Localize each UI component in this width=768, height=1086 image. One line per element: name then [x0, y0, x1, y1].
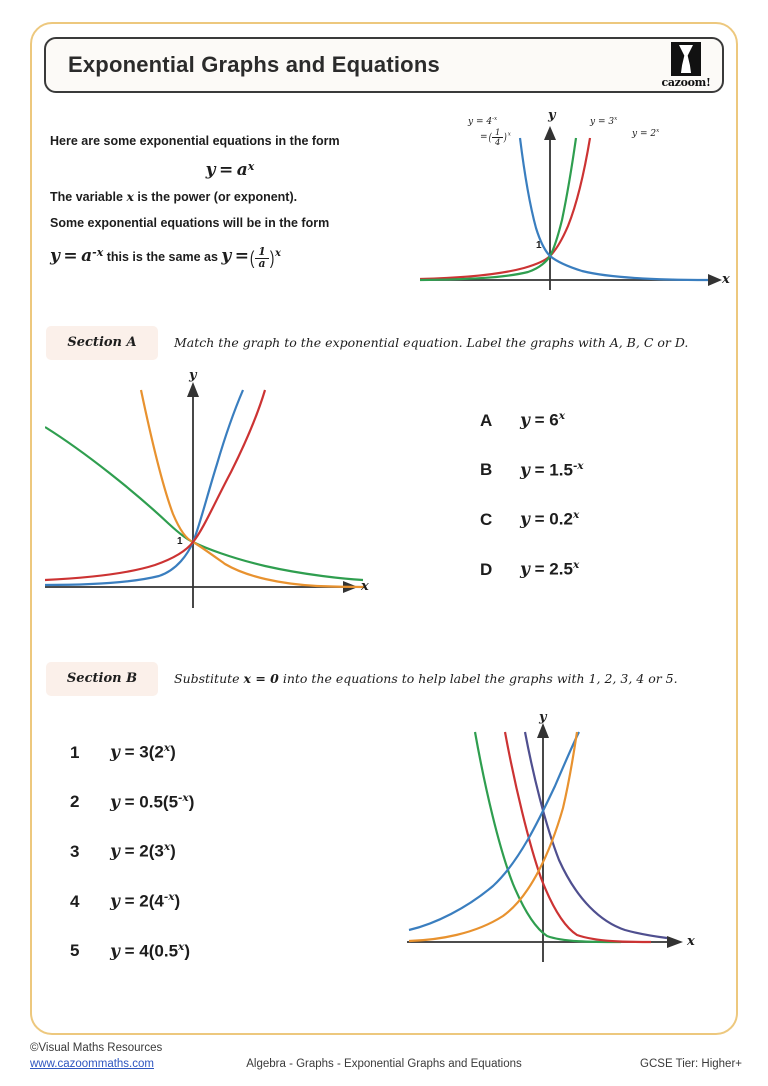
eq-5-close-paren: )	[184, 941, 190, 961]
equation-key-5: 5	[70, 941, 80, 961]
intro-eq1-equals: =	[219, 160, 234, 181]
equation-item-3[interactable]	[70, 841, 194, 862]
eq-d-equals: =	[534, 559, 545, 579]
eq-4-equals: =	[124, 891, 135, 911]
section-b-instruction-var: x = 0	[243, 671, 279, 686]
curve-gentle-decay-green	[45, 427, 363, 580]
eq-a-y: y	[520, 410, 530, 431]
eq-c-equals: =	[534, 509, 545, 529]
equation-body-a	[520, 410, 565, 431]
curve-gentle-decay-purple	[525, 732, 667, 938]
eq-4-exponent: -x	[163, 890, 175, 903]
equation-body-2	[110, 792, 194, 813]
x-axis-label: x	[361, 579, 369, 594]
intro-fraction	[255, 244, 268, 270]
eq-2-exponent: -x	[178, 791, 189, 804]
equation-body-d	[520, 559, 579, 580]
eq-2-y: y	[110, 792, 120, 813]
eq-1-y: y	[110, 742, 120, 763]
x-axis-arrow-icon	[667, 936, 683, 948]
curve-steep-decay-green	[475, 732, 621, 942]
curve-label-2-x	[632, 128, 659, 139]
equation-item-4[interactable]	[70, 891, 194, 912]
intro-fraction-denominator: a	[258, 256, 266, 270]
eq-5-coefficient: 4(0.5	[139, 941, 179, 961]
x-axis-label: x	[722, 272, 730, 287]
equation-body-c	[520, 509, 579, 530]
footer-copyright: ©Visual Maths Resources	[30, 1042, 163, 1054]
section-a-pill	[46, 326, 158, 360]
section-b-graph-svg	[395, 708, 715, 966]
eq-1-close-paren: )	[170, 742, 176, 762]
eq-1-equals: =	[124, 742, 135, 762]
cazoom-vase-logo-icon	[671, 42, 701, 76]
equation-body-3	[110, 841, 176, 862]
curve-label-3-x	[590, 116, 617, 127]
curve-label-fraction-exp: x	[507, 131, 511, 138]
intro-eq1-base: a	[236, 160, 248, 181]
curve-label-fraction-den: 4	[494, 136, 501, 147]
intro-line-1: Here are some exponential equations in the form	[50, 134, 340, 148]
equation-key-d: D	[480, 559, 493, 579]
equation-item-d[interactable]	[480, 559, 584, 580]
curve-label-paren-right: )	[503, 130, 508, 144]
curve-label-fraction-num: 1	[492, 128, 503, 138]
curve-label-4-neg-x-exp: -x	[492, 116, 498, 122]
intro-line2-var: x	[126, 189, 134, 205]
intro-graph-svg	[420, 108, 730, 298]
equation-key-4: 4	[70, 891, 80, 911]
equation-body-b	[520, 460, 584, 481]
intro-eq2-base: a	[81, 246, 93, 267]
eq-d-base: 2.5	[549, 559, 573, 579]
eq-a-exponent: x	[558, 410, 566, 422]
equation-body-4	[110, 891, 180, 912]
equation-item-5[interactable]	[70, 941, 194, 962]
eq-d-y: y	[520, 559, 530, 580]
eq-a-base: 6	[549, 410, 559, 430]
intro-line2-pre: The variable	[50, 190, 123, 205]
eq-d-exponent: x	[572, 558, 580, 571]
x-axis-arrow-icon	[708, 274, 722, 286]
eq-3-equals: =	[124, 841, 135, 861]
equation-key-1: 1	[70, 742, 80, 762]
equation-key-c: C	[480, 509, 493, 529]
section-a-graph	[45, 368, 390, 612]
eq-1-coefficient: 3(2	[139, 742, 164, 762]
intro-exponential-graph	[420, 108, 730, 298]
intro-block	[50, 128, 410, 271]
eq-4-y: y	[110, 891, 120, 912]
eq-4-close-paren: )	[174, 891, 181, 911]
eq-5-y: y	[110, 941, 120, 962]
curve-label-3-x-base: y = 3	[590, 117, 615, 127]
eq-b-base: 1.5	[549, 460, 573, 480]
y-axis-label: y	[548, 108, 556, 123]
intercept-label-one: 1	[536, 240, 542, 251]
equation-key-2: 2	[70, 792, 80, 812]
intro-line2-post: is the power (or exponent).	[137, 190, 298, 205]
intro-right-paren: )	[269, 247, 275, 269]
section-a-label: Section A	[67, 335, 137, 350]
section-a-header	[46, 326, 706, 360]
footer-url-link[interactable]: www.cazoommaths.com	[30, 1058, 154, 1070]
eq-c-exponent: x	[572, 509, 580, 522]
y-axis-arrow-icon	[187, 382, 199, 397]
intro-eq3-y: y	[221, 246, 232, 267]
section-a-equation-list	[480, 410, 584, 580]
page-title: Exponential Graphs and Equations	[68, 52, 440, 77]
curve-label-paren-left: (	[488, 130, 492, 144]
eq-3-exponent: x	[163, 841, 171, 854]
y-axis-arrow-icon	[544, 126, 556, 140]
eq-b-y: y	[520, 460, 530, 481]
eq-1-exponent: x	[163, 742, 171, 754]
page-footer	[0, 1042, 768, 1086]
eq-3-y: y	[110, 841, 120, 862]
section-b-equation-list	[70, 742, 194, 961]
intro-eq2-exponent: -x	[92, 246, 104, 260]
equation-item-b[interactable]	[480, 460, 584, 481]
section-b-header	[46, 662, 706, 696]
eq-2-close-paren: )	[188, 792, 195, 812]
curve-label-2-x-base: y = 2	[632, 129, 657, 139]
section-b-graph	[395, 708, 715, 966]
cazoom-logo	[660, 42, 712, 92]
eq-a-equals: =	[534, 410, 545, 430]
eq-5-equals: =	[124, 941, 135, 961]
footer-topic: Algebra - Graphs - Exponential Graphs and Equations	[246, 1058, 522, 1070]
section-b-instruction-post: into the equations to help label the graphs with 1, 2, 3, 4 or 5.	[282, 671, 678, 686]
eq-4-coefficient: 2(4	[139, 891, 164, 911]
equation-key-a: A	[480, 410, 493, 430]
intro-fraction-numerator: 1	[255, 247, 268, 259]
curve-label-3-x-exp: x	[614, 116, 618, 122]
equation-body-1	[110, 742, 176, 763]
section-b-pill	[46, 662, 158, 696]
intercept-label-one: 1	[177, 536, 183, 547]
section-a-graph-svg	[45, 372, 390, 612]
intro-eq1-y: y	[205, 160, 216, 181]
eq-c-base: 0.2	[549, 509, 573, 529]
equation-item-c[interactable]	[480, 509, 584, 530]
x-axis-label: x	[687, 934, 695, 949]
intro-equation-1	[50, 154, 410, 184]
eq-2-coefficient: 0.5(5	[139, 792, 179, 812]
intro-eq2-y: y	[50, 246, 60, 267]
eq-3-close-paren: )	[170, 841, 176, 861]
curve-growth-blue	[409, 732, 579, 930]
eq-b-equals: =	[534, 460, 545, 480]
equation-item-a[interactable]	[480, 410, 584, 431]
section-b-label: Section B	[66, 671, 138, 686]
intro-line-3: Some exponential equations will be in the form	[50, 216, 330, 231]
section-a-instruction: Match the graph to the exponential equation. Label the graphs with A, B, C or D.	[174, 335, 689, 350]
intro-left-paren: (	[249, 247, 255, 269]
footer-tier: GCSE Tier: Higher+	[640, 1058, 742, 1070]
equation-item-1[interactable]	[70, 742, 194, 763]
section-b-instruction-pre: Substitute	[174, 671, 240, 686]
intro-eq3-equals: =	[234, 246, 250, 267]
intro-line-2	[50, 184, 410, 210]
equation-key-b: B	[480, 460, 493, 480]
eq-3-coefficient: 2(3	[139, 841, 164, 861]
eq-5-exponent: x	[178, 940, 185, 953]
intro-fraction-exponent: x	[275, 248, 281, 260]
curve-label-fraction	[492, 128, 503, 146]
intro-eq2-equals: =	[63, 246, 78, 267]
curve-label-4-neg-x	[468, 116, 511, 146]
equation-body-5	[110, 941, 190, 962]
equation-key-3: 3	[70, 841, 80, 861]
y-axis-arrow-icon	[537, 723, 549, 738]
intro-line4-mid: this is the same as	[106, 250, 218, 265]
section-b-instruction	[174, 662, 678, 696]
eq-2-equals: =	[124, 792, 135, 812]
eq-c-y: y	[520, 509, 530, 530]
intro-eq1-exponent: x	[247, 160, 255, 173]
curve-label-4-neg-x-equals: =	[480, 132, 488, 143]
logo-label: cazoom!	[661, 76, 711, 89]
curve-label-4-neg-x-base: y = 4	[468, 117, 493, 127]
curve-label-2-x-exp: x	[656, 128, 660, 134]
equation-item-2[interactable]	[70, 792, 194, 813]
y-axis-label: y	[539, 710, 547, 725]
eq-b-exponent: -x	[572, 459, 584, 472]
intro-line-4	[50, 240, 410, 271]
y-axis-label: y	[189, 368, 197, 383]
title-bar	[44, 37, 724, 93]
